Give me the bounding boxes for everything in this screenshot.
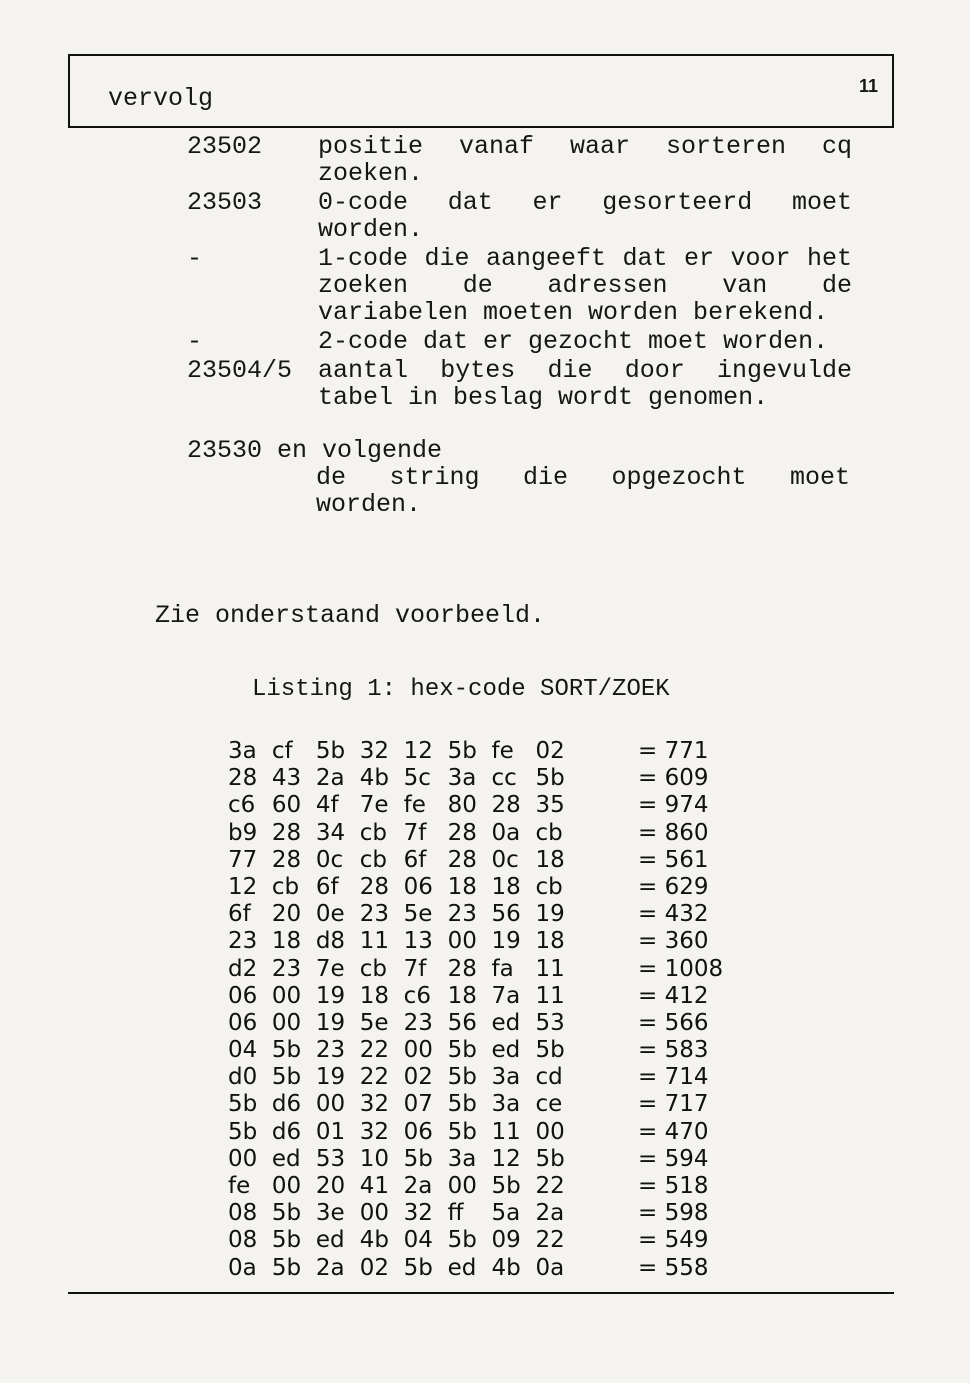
hex-byte: 4f [315, 792, 339, 819]
hex-byte: 0a [228, 1254, 257, 1281]
hex-byte: 06 [228, 982, 258, 1009]
entry-code-2 [0, 328, 970, 355]
footer-rule [68, 1292, 894, 1294]
row-checksum: = 583 [638, 1037, 709, 1064]
hex-byte: 7a [491, 982, 521, 1009]
hex-byte: 32 [359, 738, 390, 764]
row-checksum: = 860 [638, 819, 709, 846]
hex-byte: cb [359, 955, 387, 982]
hex-byte: 3a [228, 738, 257, 764]
hex-byte: 06 [403, 873, 433, 900]
hex-byte: 7f [403, 819, 427, 846]
hex-byte: 11 [535, 955, 565, 982]
hex-byte: 5c [403, 765, 431, 792]
hex-byte: 28 [271, 846, 302, 873]
hex-byte: 28 [271, 819, 302, 846]
hex-byte: 34 [315, 819, 346, 846]
hex-byte: 7f [403, 955, 427, 982]
hex-byte: 11 [535, 982, 565, 1009]
hex-byte: 18 [535, 846, 565, 873]
hex-byte: 10 [359, 1145, 390, 1172]
hex-byte: 23 [315, 1037, 346, 1064]
page-number: 11 [858, 76, 878, 96]
hex-byte: fa [491, 955, 514, 982]
hex-byte: 5b [315, 738, 346, 764]
hex-byte: 56 [447, 1009, 477, 1036]
entry-description: 2-code dat er gezocht moet worden. [318, 327, 829, 356]
hex-byte: 02 [403, 1064, 433, 1091]
hex-byte: 00 [447, 1173, 477, 1199]
hex-byte: 19 [315, 982, 346, 1009]
hex-byte: 0a [491, 819, 521, 846]
hex-byte: 5b [271, 1037, 302, 1064]
row-checksum: = 717 [638, 1091, 709, 1118]
hex-byte: 28 [447, 819, 477, 846]
hex-byte: 02 [359, 1254, 390, 1281]
hex-byte: 18 [447, 982, 477, 1009]
entry-description: positie vanaf waar sorteren cq zoeken. [318, 132, 852, 188]
hex-byte: 5b [271, 1254, 302, 1281]
entry-23502 [0, 133, 970, 187]
hex-byte: 32 [403, 1200, 433, 1227]
row-checksum: = 360 [638, 928, 709, 955]
hex-byte: 5b [491, 1173, 521, 1199]
hex-byte: 00 [315, 1091, 346, 1118]
entry-address: 23504/5 [187, 356, 293, 385]
hex-byte: 5b [447, 1118, 477, 1145]
entry-23530 [0, 437, 970, 518]
hex-byte: 00 [271, 1173, 302, 1199]
row-checksum: = 566 [638, 1009, 709, 1036]
hex-byte: cd [535, 1064, 563, 1091]
entry-address: - [187, 327, 203, 356]
row-checksum: = 432 [638, 901, 709, 928]
hex-byte: ed [315, 1227, 345, 1254]
header-title: vervolg [108, 84, 214, 113]
hex-byte: 04 [403, 1227, 433, 1254]
hex-byte: 08 [228, 1200, 258, 1227]
hex-byte: 3a [491, 1064, 521, 1091]
hex-byte: 60 [271, 792, 302, 819]
memory-address-list [0, 133, 970, 520]
entry-23504-5 [0, 357, 970, 411]
hex-byte: 6f [228, 901, 251, 928]
hex-byte: 5b [447, 1091, 477, 1118]
hex-byte: d2 [228, 955, 258, 982]
hex-byte: 5b [447, 1064, 477, 1091]
hex-byte: 5b [535, 1145, 565, 1172]
row-checksum: = 1008 [638, 955, 724, 982]
hex-byte: 11 [359, 928, 390, 955]
hex-byte: cb [359, 819, 387, 846]
hex-byte: 5b [403, 1145, 433, 1172]
hex-byte: ed [271, 1145, 301, 1172]
hex-byte: 6f [403, 846, 427, 873]
hex-byte: 20 [271, 901, 302, 928]
hex-byte: 13 [403, 928, 433, 955]
hex-byte: 22 [535, 1173, 565, 1199]
row-checksum: = 412 [638, 982, 709, 1009]
hex-byte: fe [403, 792, 426, 819]
hex-byte: 53 [315, 1145, 346, 1172]
hex-byte: 4b [359, 1227, 389, 1254]
hex-byte: 41 [359, 1173, 390, 1199]
row-checksum: = 594 [638, 1145, 709, 1172]
hex-byte: 3a [447, 1145, 477, 1172]
row-checksum: = 549 [638, 1227, 709, 1254]
hex-byte: 32 [359, 1118, 390, 1145]
hex-byte: 00 [447, 928, 477, 955]
hex-byte: 18 [359, 982, 390, 1009]
hex-byte: 11 [491, 1118, 521, 1145]
hex-byte: 0c [315, 846, 344, 873]
hex-byte: 19 [315, 1009, 346, 1036]
hex-byte: 00 [228, 1145, 258, 1172]
hex-byte: 5b [228, 1091, 258, 1118]
entry-address: - [187, 244, 203, 273]
hex-byte: 22 [359, 1037, 390, 1064]
hex-byte: 0e [315, 901, 345, 928]
hex-byte: 77 [228, 846, 258, 873]
hex-byte: ce [535, 1091, 563, 1118]
hex-byte: 6f [315, 873, 339, 900]
hex-byte: 07 [403, 1091, 433, 1118]
hex-byte: 28 [491, 792, 521, 819]
hex-byte: 12 [491, 1145, 521, 1172]
hex-byte: 19 [535, 901, 565, 928]
row-checksum: = 974 [638, 792, 709, 819]
hex-byte: ff [447, 1200, 464, 1227]
hex-byte: ed [491, 1009, 521, 1036]
hex-byte: 80 [447, 792, 477, 819]
hex-byte: cb [535, 873, 563, 900]
row-checksum: = 561 [638, 846, 709, 873]
entry-address: 23530 en volgende [187, 436, 443, 465]
hex-byte: 5b [271, 1227, 302, 1254]
hex-byte: 56 [491, 901, 521, 928]
hex-byte: 5b [535, 765, 565, 792]
hex-byte: d0 [228, 1064, 258, 1091]
hex-byte: 4b [359, 765, 389, 792]
hex-byte: 23 [228, 928, 258, 955]
header-box [68, 54, 894, 128]
hex-byte: 23 [271, 955, 302, 982]
hex-byte: 09 [491, 1227, 521, 1254]
entry-23503 [0, 189, 970, 243]
hex-byte: 22 [535, 1227, 565, 1254]
hex-byte: fe [491, 738, 514, 764]
hex-byte: 0a [535, 1254, 565, 1281]
hex-byte: 04 [228, 1037, 258, 1064]
hex-byte: c6 [228, 792, 256, 819]
hex-byte: fe [228, 1173, 251, 1199]
see-below-text: Zie onderstaand voorbeeld. [155, 601, 546, 630]
hex-byte: d6 [271, 1091, 302, 1118]
hex-byte: 5b [535, 1037, 565, 1064]
hex-byte: b9 [228, 819, 258, 846]
hex-byte: 01 [315, 1118, 346, 1145]
hex-byte: 28 [228, 765, 258, 792]
hex-byte: 5b [228, 1118, 258, 1145]
listing-title: Listing 1: hex-code SORT/ZOEK [252, 676, 670, 703]
entry-description: 1-code die aangeeft dat er voor het zoeken de adressen van de variabelen moeten worden berekend. [318, 244, 852, 327]
hex-byte: 00 [359, 1200, 390, 1227]
hex-byte: 19 [491, 928, 521, 955]
hex-byte: c6 [403, 982, 431, 1009]
hex-byte: ed [491, 1037, 521, 1064]
entry-description: de string die opgezocht moet worden. [316, 463, 850, 519]
hex-byte: 3a [447, 765, 477, 792]
entry-code-1 [0, 245, 970, 326]
hex-byte: 3a [491, 1091, 521, 1118]
hex-byte: 12 [403, 738, 433, 764]
hex-byte: 2a [403, 1173, 433, 1199]
entry-description: aantal bytes die door ingevulde tabel in beslag wordt genomen. [318, 356, 852, 412]
hex-byte: 43 [271, 765, 302, 792]
hex-byte: cb [359, 846, 387, 873]
row-checksum: = 714 [638, 1064, 709, 1091]
hex-byte: cb [535, 819, 563, 846]
hex-byte: 08 [228, 1227, 258, 1254]
hex-byte: 5b [447, 738, 477, 764]
entry-address: 23502 [187, 132, 263, 161]
hex-byte: 35 [535, 792, 565, 819]
hex-byte: 5e [403, 901, 433, 928]
hex-byte: 5b [447, 1037, 477, 1064]
hex-byte: 7e [359, 792, 389, 819]
hex-byte: 5b [403, 1254, 433, 1281]
hex-byte: 5b [271, 1200, 302, 1227]
hex-byte: 23 [403, 1009, 433, 1036]
hex-byte: 02 [535, 738, 565, 764]
hex-byte: cf [271, 738, 293, 764]
hex-byte: 23 [447, 901, 477, 928]
hex-byte: 23 [359, 901, 390, 928]
hex-byte: cb [271, 873, 300, 900]
row-checksum: = 558 [638, 1254, 709, 1281]
hex-byte: 18 [447, 873, 477, 900]
hex-byte: cc [491, 765, 517, 792]
hex-byte: 19 [315, 1064, 346, 1091]
hex-byte: 18 [271, 928, 302, 955]
row-checksum: = 609 [638, 765, 709, 792]
hex-byte: 2a [535, 1200, 565, 1227]
hex-byte: 06 [228, 1009, 258, 1036]
row-checksum: = 598 [638, 1200, 709, 1227]
row-checksum: = 470 [638, 1118, 709, 1145]
hex-byte: 28 [447, 955, 477, 982]
hex-byte: 00 [403, 1037, 433, 1064]
row-checksum: = 518 [638, 1173, 709, 1199]
hex-byte: 7e [315, 955, 345, 982]
hex-byte: 00 [535, 1118, 565, 1145]
hex-byte: d6 [271, 1118, 302, 1145]
hex-byte: 4b [491, 1254, 521, 1281]
hex-byte: 12 [228, 873, 258, 900]
hex-byte: 3e [315, 1200, 345, 1227]
row-checksum: = 629 [638, 873, 709, 900]
hex-byte: 28 [447, 846, 477, 873]
hex-byte: 00 [271, 982, 302, 1009]
hex-byte: 5a [491, 1200, 521, 1227]
hex-byte: 22 [359, 1064, 390, 1091]
hex-byte: 18 [535, 928, 565, 955]
entry-address: 23503 [187, 188, 263, 217]
hex-byte: 06 [403, 1118, 433, 1145]
hex-byte: 5b [271, 1064, 302, 1091]
hex-byte: 5b [447, 1227, 477, 1254]
hex-byte: 2a [315, 1254, 345, 1281]
hex-byte: 32 [359, 1091, 390, 1118]
hex-byte: 00 [271, 1009, 302, 1036]
hex-byte: d8 [315, 928, 346, 955]
hex-byte: 20 [315, 1173, 346, 1199]
hex-byte: 5e [359, 1009, 389, 1036]
hex-byte: 28 [359, 873, 390, 900]
hex-byte: 53 [535, 1009, 565, 1036]
hex-byte: ed [447, 1254, 477, 1281]
hex-byte: 2a [315, 765, 345, 792]
row-checksum: = 771 [638, 738, 709, 764]
hex-byte: 0c [491, 846, 519, 873]
hex-byte: 18 [491, 873, 521, 900]
entry-description: 0-code dat er gesorteerd moet worden. [318, 188, 852, 244]
